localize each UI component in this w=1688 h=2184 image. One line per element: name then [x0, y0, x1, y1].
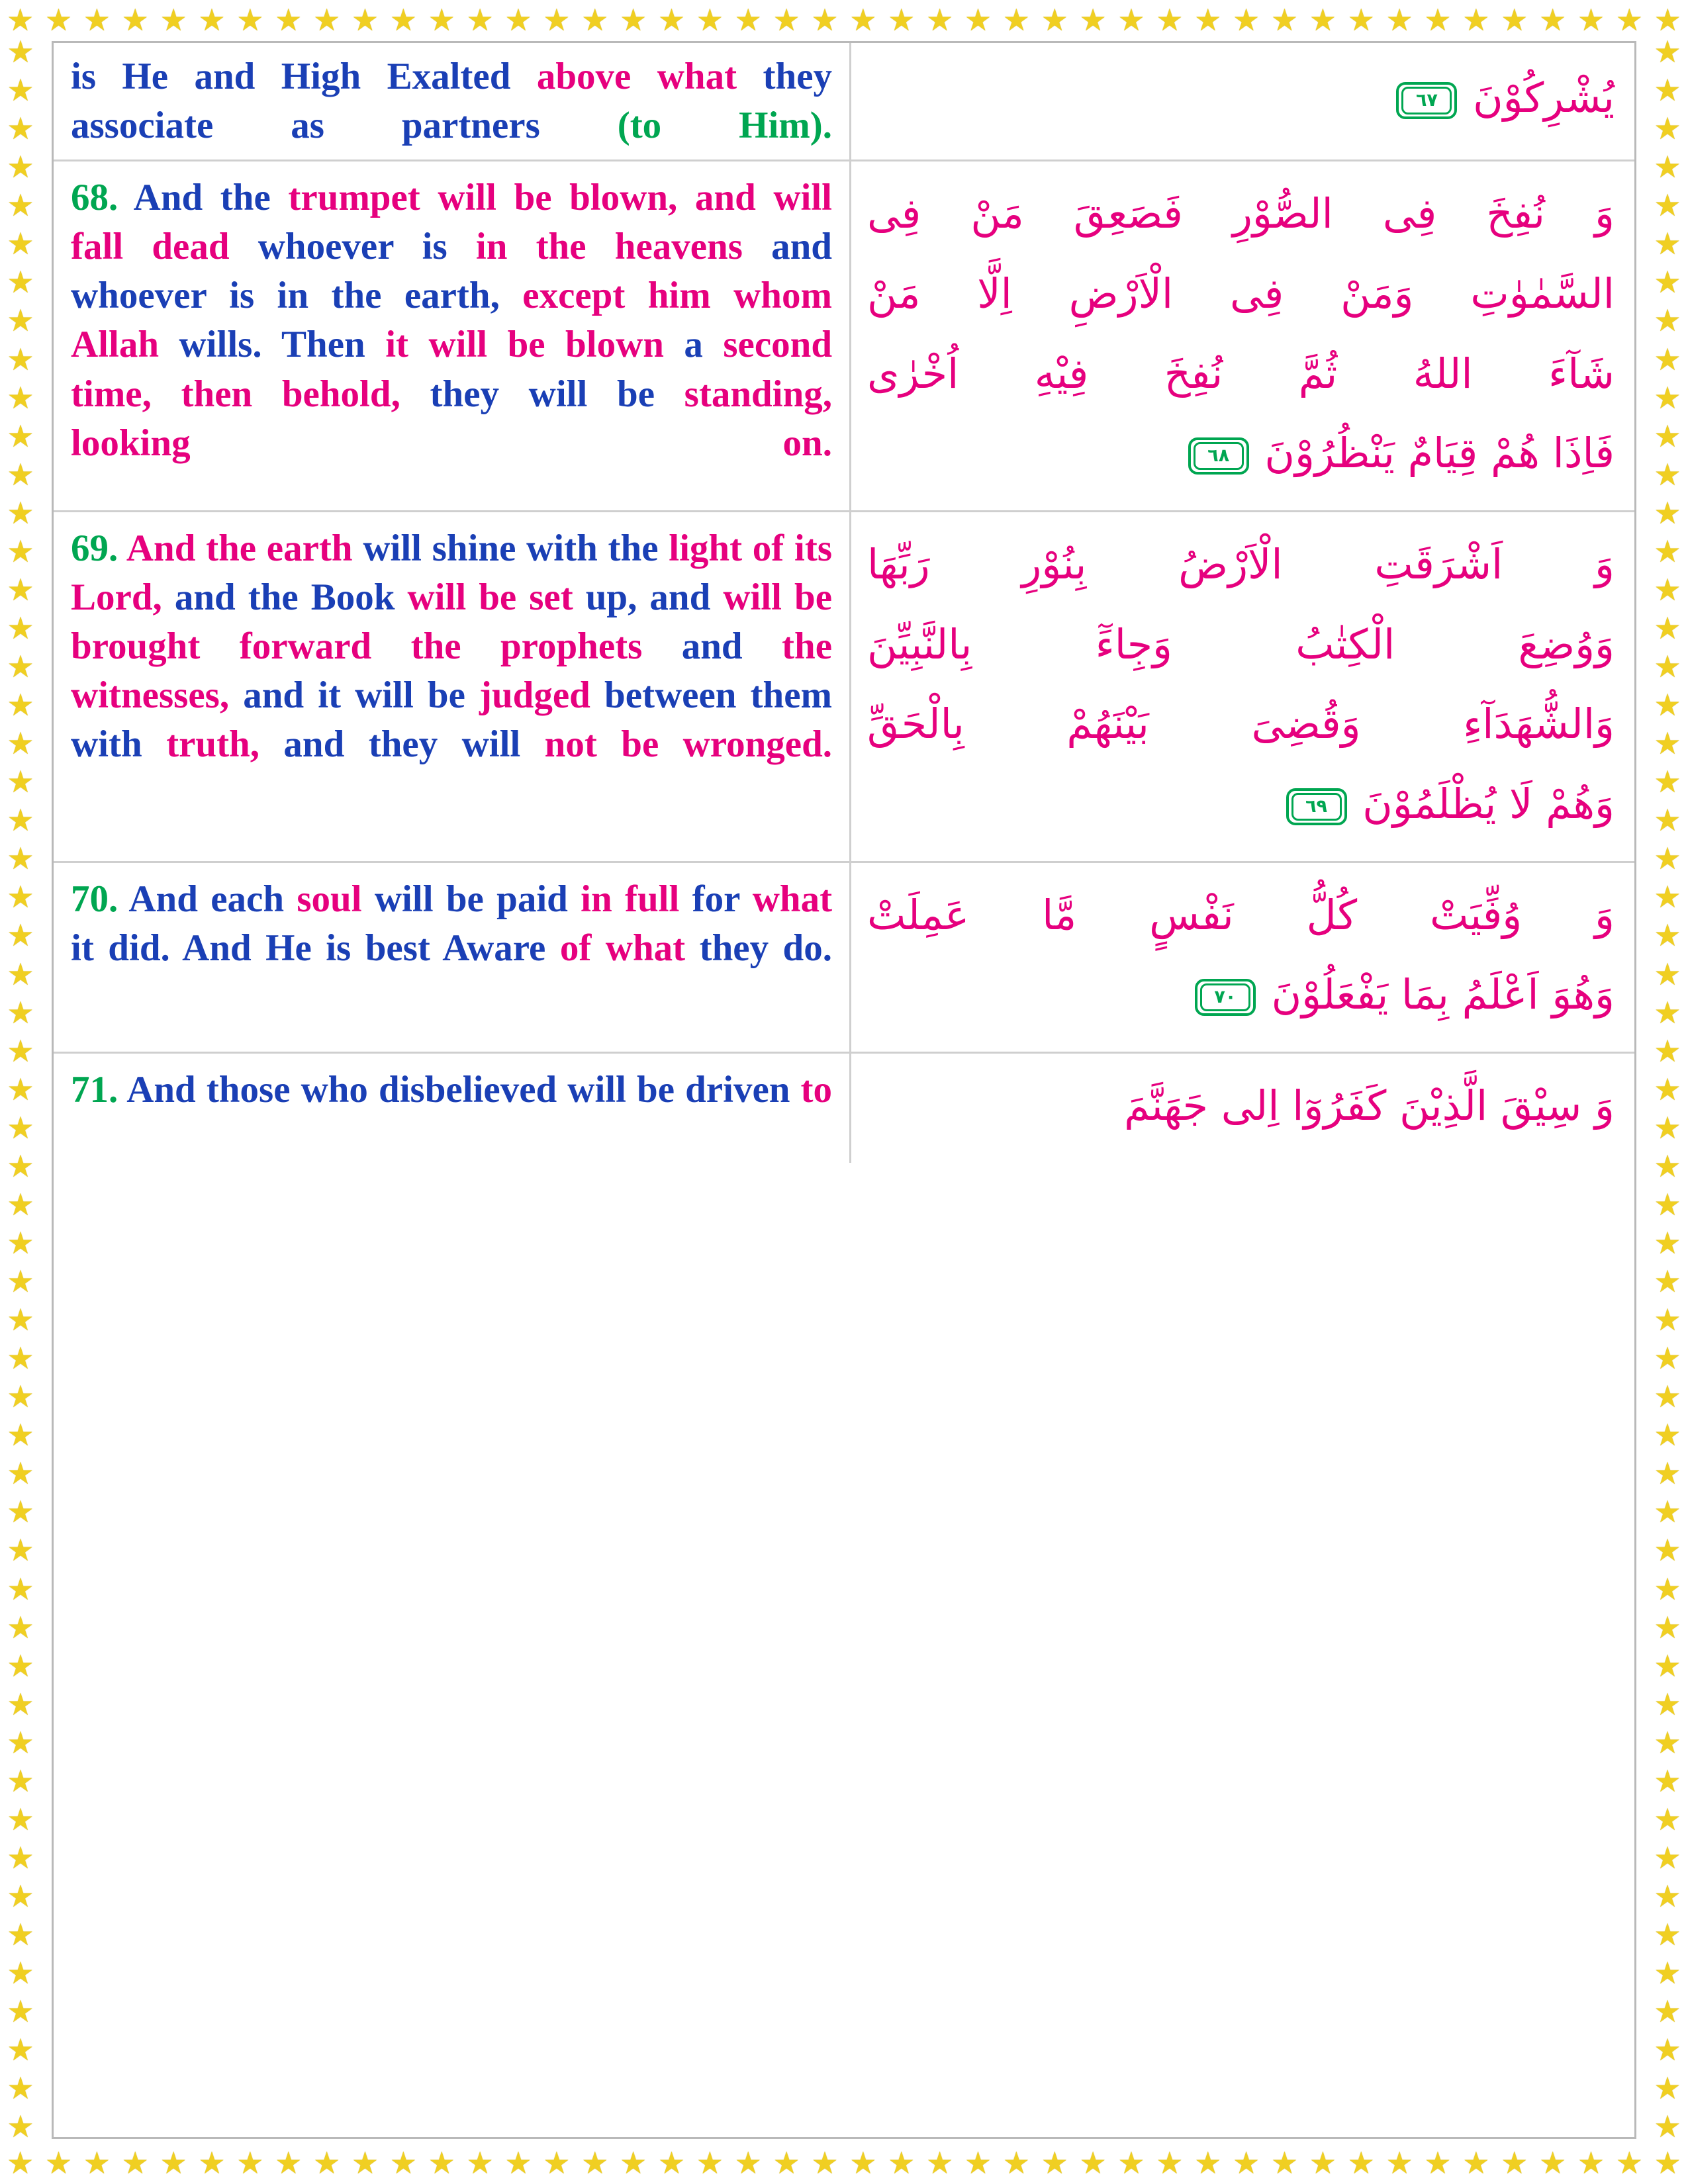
star-icon: ★ [1654, 1418, 1681, 1453]
star-icon: ★ [620, 2146, 647, 2180]
star-icon: ★ [7, 1034, 34, 1068]
star-icon: ★ [1577, 2146, 1605, 2180]
star-icon: ★ [7, 803, 34, 838]
star-icon: ★ [7, 880, 34, 915]
arabic-line: وَ وُفِّيَتْ كُلُّ نَفْسٍ مَّا عَمِلَتْ [867, 890, 1615, 939]
star-icon: ★ [1347, 2146, 1375, 2180]
star-icon: ★ [236, 2146, 264, 2180]
star-icon: ★ [1654, 1687, 1681, 1721]
star-icon: ★ [849, 2146, 877, 2180]
star-icon: ★ [1539, 2146, 1567, 2180]
english-translation-cell [54, 161, 851, 510]
star-icon: ★ [7, 842, 34, 876]
star-icon: ★ [7, 1226, 34, 1260]
star-icon: ★ [811, 2146, 839, 2180]
decorative-star-border-bottom [0, 2144, 1688, 2183]
star-icon: ★ [7, 227, 34, 261]
star-icon: ★ [236, 3, 264, 37]
ayah-end-ornament: ٧٠ [1195, 979, 1256, 1016]
star-icon: ★ [160, 2146, 187, 2180]
star-icon: ★ [389, 2146, 417, 2180]
star-icon: ★ [7, 189, 34, 223]
star-icon: ★ [1615, 3, 1643, 37]
star-icon: ★ [1654, 1725, 1681, 1760]
star-icon: ★ [83, 2146, 111, 2180]
star-icon: ★ [7, 1265, 34, 1298]
star-icon: ★ [657, 2146, 686, 2180]
arabic-text [867, 527, 1615, 842]
star-icon: ★ [1424, 3, 1452, 37]
star-icon: ★ [581, 3, 609, 37]
decorative-star-border-right [1648, 34, 1687, 2146]
english-translation-cell [54, 863, 851, 1052]
star-icon: ★ [1539, 3, 1567, 37]
star-icon: ★ [1654, 1572, 1681, 1606]
english-body: And the earth will shine with the light of its Lord, and the Book will be set up, and will be brought forward the prophets and the witnesses, and it will be judged between them with truth, and they will not be wronged. [71, 527, 833, 766]
star-icon: ★ [1654, 1380, 1681, 1414]
english-translation-cell [54, 43, 851, 159]
verse-number: 68. [71, 177, 118, 219]
star-icon: ★ [7, 2033, 34, 2068]
star-icon: ★ [7, 1572, 34, 1606]
arabic-line: وَ سِيْقَ الَّذِيْنَ كَفَرُوٓا اِلى جَهَنَّمَ [1124, 1081, 1615, 1130]
star-icon: ★ [7, 1149, 34, 1183]
star-icon: ★ [1654, 803, 1681, 838]
star-icon: ★ [734, 2146, 762, 2180]
star-icon: ★ [7, 381, 34, 415]
star-icon: ★ [7, 1111, 34, 1145]
star-icon: ★ [7, 1418, 34, 1453]
arabic-text-cell [851, 512, 1634, 861]
ayah-end-ornament: ٦٨ [1188, 437, 1249, 475]
star-icon: ★ [7, 1764, 34, 1798]
star-icon: ★ [1654, 1111, 1681, 1145]
star-icon: ★ [1501, 3, 1528, 37]
english-text [71, 524, 832, 769]
star-icon: ★ [1654, 112, 1681, 146]
star-icon: ★ [1462, 3, 1490, 37]
star-icon: ★ [1615, 2146, 1643, 2180]
star-icon: ★ [198, 2146, 226, 2180]
star-icon: ★ [1654, 1995, 1681, 2029]
star-icon: ★ [1270, 2146, 1299, 2180]
star-icon: ★ [389, 3, 417, 37]
star-icon: ★ [1654, 1342, 1681, 1376]
star-icon: ★ [1385, 2146, 1413, 2180]
arabic-line: وَوُضِعَ الْكِتٰبُ وَجِاءَٓ بِالنَّبِيِّنَ [867, 619, 1615, 668]
star-icon: ★ [7, 2071, 34, 2106]
star-icon: ★ [428, 2146, 455, 2180]
arabic-text [867, 878, 1615, 1033]
star-icon: ★ [1654, 1034, 1681, 1068]
star-icon: ★ [1654, 1265, 1681, 1298]
star-icon: ★ [1654, 150, 1681, 185]
star-icon: ★ [7, 496, 34, 530]
table-row [54, 863, 1634, 1054]
star-icon: ★ [7, 457, 34, 492]
star-icon: ★ [7, 1303, 34, 1338]
star-icon: ★ [7, 1610, 34, 1645]
arabic-line: وَهُمْ لَا يُظْلَمُوْنَ ٦٩ [867, 766, 1615, 842]
ayah-end-ornament: ٦٧ [1396, 82, 1457, 119]
star-icon: ★ [1654, 457, 1681, 492]
star-icon: ★ [1654, 880, 1681, 915]
star-icon: ★ [543, 3, 571, 37]
star-icon: ★ [1156, 2146, 1184, 2180]
star-icon: ★ [1654, 1610, 1681, 1645]
verse-number: 69. [71, 527, 118, 569]
star-icon: ★ [7, 1187, 34, 1222]
star-icon: ★ [7, 1457, 34, 1491]
table-row [54, 1054, 1634, 1163]
star-icon: ★ [773, 2146, 800, 2180]
arabic-text [867, 60, 1615, 136]
star-icon: ★ [926, 2146, 954, 2180]
star-icon: ★ [1002, 2146, 1030, 2180]
star-icon: ★ [7, 1495, 34, 1529]
star-icon: ★ [7, 1687, 34, 1721]
star-icon: ★ [1654, 1764, 1681, 1798]
star-icon: ★ [1654, 381, 1681, 415]
star-icon: ★ [1654, 2033, 1681, 2068]
star-icon: ★ [581, 2146, 609, 2180]
star-icon: ★ [1654, 1303, 1681, 1338]
arabic-line: وَالشُّهَدَآءِ وَقُضِىَ بَيْنَهُمْ بِالْحَقِّ [867, 700, 1615, 749]
star-icon: ★ [7, 534, 34, 569]
english-translation-cell [54, 512, 851, 861]
star-icon: ★ [351, 2146, 379, 2180]
star-icon: ★ [7, 112, 34, 146]
star-icon: ★ [543, 2146, 571, 2180]
star-icon: ★ [1654, 650, 1681, 684]
star-icon: ★ [1654, 1495, 1681, 1529]
star-icon: ★ [1041, 3, 1068, 37]
star-icon: ★ [1654, 304, 1681, 338]
star-icon: ★ [1079, 2146, 1107, 2180]
star-icon: ★ [1654, 2110, 1681, 2144]
star-icon: ★ [1501, 2146, 1528, 2180]
english-text [71, 173, 832, 468]
star-icon: ★ [1270, 3, 1299, 37]
star-icon: ★ [7, 1995, 34, 2029]
star-icon: ★ [1654, 1187, 1681, 1222]
star-icon: ★ [1156, 3, 1184, 37]
arabic-line: يُشْرِكُوْنَ ٦٧ [867, 60, 1615, 136]
star-icon: ★ [1654, 342, 1681, 377]
star-icon: ★ [1002, 3, 1030, 37]
star-icon: ★ [734, 3, 762, 37]
star-icon: ★ [1654, 611, 1681, 645]
english-body: And the trumpet will be blown, and will fall dead whoever is in the heavens and whoever is in the earth, except him whom Allah wills. Then it will be blown a second time, then behold, they will be standing, looking on. [71, 177, 833, 464]
star-icon: ★ [620, 3, 647, 37]
star-icon: ★ [1462, 2146, 1490, 2180]
star-icon: ★ [849, 3, 877, 37]
arabic-text [867, 1068, 1615, 1144]
arabic-text-cell [851, 43, 1634, 159]
star-icon: ★ [7, 265, 34, 300]
english-translation-cell [54, 1054, 851, 1163]
star-icon: ★ [7, 1918, 34, 1952]
star-icon: ★ [7, 727, 34, 761]
star-icon: ★ [7, 1956, 34, 1991]
star-icon: ★ [1654, 1802, 1681, 1837]
star-icon: ★ [7, 342, 34, 377]
star-icon: ★ [428, 3, 455, 37]
star-icon: ★ [7, 73, 34, 108]
star-icon: ★ [198, 3, 226, 37]
star-icon: ★ [1577, 3, 1605, 37]
star-icon: ★ [44, 2146, 73, 2180]
star-icon: ★ [7, 2110, 34, 2144]
arabic-line: وَ نُفِخَ فِى الصُّوْرِ فَصَعِقَ مَنْ فِى [867, 189, 1615, 238]
star-icon: ★ [504, 3, 532, 37]
star-icon: ★ [7, 1533, 34, 1568]
arabic-line: فَاِذَا هُمْ قِيَامٌ يَنْظُرُوْنَ ٦٨ [867, 416, 1615, 492]
star-icon: ★ [7, 1841, 34, 1875]
english-text [71, 1066, 832, 1115]
decorative-star-border-left [1, 34, 40, 2146]
star-icon: ★ [44, 3, 73, 37]
star-icon: ★ [1385, 3, 1413, 37]
star-icon: ★ [7, 995, 34, 1030]
star-icon: ★ [1309, 2146, 1336, 2180]
star-icon: ★ [1654, 35, 1681, 69]
star-icon: ★ [1424, 2146, 1452, 2180]
star-icon: ★ [1041, 2146, 1068, 2180]
star-icon: ★ [1233, 3, 1260, 37]
star-icon: ★ [1654, 995, 1681, 1030]
star-icon: ★ [1117, 2146, 1145, 2180]
star-icon: ★ [121, 2146, 149, 2180]
star-icon: ★ [1309, 3, 1336, 37]
star-icon: ★ [1654, 957, 1681, 991]
star-icon: ★ [7, 1649, 34, 1683]
star-icon: ★ [964, 3, 992, 37]
star-icon: ★ [1194, 3, 1222, 37]
star-icon: ★ [1654, 189, 1681, 223]
verse-table [52, 41, 1636, 2139]
star-icon: ★ [1654, 688, 1681, 723]
star-icon: ★ [1347, 3, 1375, 37]
star-icon: ★ [7, 765, 34, 799]
star-icon: ★ [1654, 1226, 1681, 1260]
star-icon: ★ [7, 1380, 34, 1414]
star-icon: ★ [1654, 765, 1681, 799]
star-icon: ★ [1654, 419, 1681, 453]
star-icon: ★ [1654, 842, 1681, 876]
star-icon: ★ [504, 2146, 532, 2180]
star-icon: ★ [351, 3, 379, 37]
star-icon: ★ [888, 2146, 915, 2180]
star-icon: ★ [1654, 227, 1681, 261]
star-icon: ★ [7, 611, 34, 645]
star-icon: ★ [1654, 3, 1681, 37]
star-icon: ★ [926, 3, 954, 37]
star-icon: ★ [7, 957, 34, 991]
star-icon: ★ [964, 2146, 992, 2180]
arabic-text-cell [851, 161, 1634, 510]
star-icon: ★ [83, 3, 111, 37]
star-icon: ★ [1654, 1072, 1681, 1107]
verse-number: 71. [71, 1069, 118, 1111]
arabic-text-cell [851, 863, 1634, 1052]
star-icon: ★ [1654, 2146, 1681, 2180]
star-icon: ★ [7, 3, 34, 37]
star-icon: ★ [275, 2146, 303, 2180]
star-icon: ★ [657, 3, 686, 37]
star-icon: ★ [7, 2146, 34, 2180]
star-icon: ★ [1654, 919, 1681, 953]
star-icon: ★ [7, 688, 34, 723]
arabic-text [867, 176, 1615, 492]
star-icon: ★ [1654, 1149, 1681, 1183]
table-row [54, 161, 1634, 512]
star-icon: ★ [1654, 73, 1681, 108]
arabic-line: وَ اَشْرَقَتِ الْاَرْضُ بِنُوْرِ رَبِّهَا [867, 539, 1615, 588]
star-icon: ★ [1654, 1457, 1681, 1491]
arabic-line: السَّمٰوٰتِ وَمَنْ فِى الْاَرْضِ اِلَّا مَنْ [867, 269, 1615, 318]
star-icon: ★ [1654, 1918, 1681, 1952]
star-icon: ★ [1654, 496, 1681, 530]
star-icon: ★ [1654, 572, 1681, 607]
star-icon: ★ [1654, 2071, 1681, 2106]
table-row [54, 43, 1634, 161]
star-icon: ★ [1117, 3, 1145, 37]
star-icon: ★ [1654, 265, 1681, 300]
star-icon: ★ [811, 3, 839, 37]
star-icon: ★ [466, 3, 494, 37]
arabic-line: وَهُوَ اَعْلَمُ بِمَا يَفْعَلُوْنَ ٧٠ [867, 957, 1615, 1033]
star-icon: ★ [1654, 534, 1681, 569]
star-icon: ★ [7, 572, 34, 607]
star-icon: ★ [1654, 1956, 1681, 1991]
star-icon: ★ [1654, 1880, 1681, 1913]
star-icon: ★ [7, 1802, 34, 1837]
star-icon: ★ [1654, 1649, 1681, 1683]
star-icon: ★ [1654, 727, 1681, 761]
star-icon: ★ [773, 3, 800, 37]
star-icon: ★ [313, 3, 341, 37]
star-icon: ★ [160, 3, 187, 37]
star-icon: ★ [313, 2146, 341, 2180]
star-icon: ★ [1654, 1533, 1681, 1568]
star-icon: ★ [7, 1072, 34, 1107]
star-icon: ★ [121, 3, 149, 37]
star-icon: ★ [466, 2146, 494, 2180]
star-icon: ★ [7, 35, 34, 69]
star-icon: ★ [7, 1880, 34, 1913]
english-text [71, 875, 832, 973]
star-icon: ★ [1233, 2146, 1260, 2180]
star-icon: ★ [1194, 2146, 1222, 2180]
star-icon: ★ [7, 650, 34, 684]
arabic-line: شَآءَ اللهُ ثُمَّ نُفِخَ فِيْهِ اُخْرٰى [867, 349, 1615, 398]
star-icon: ★ [7, 304, 34, 338]
english-text: is He and High Exalted above what they associate as partners (to Him). [71, 56, 833, 147]
star-icon: ★ [7, 1342, 34, 1376]
star-icon: ★ [7, 919, 34, 953]
star-icon: ★ [696, 2146, 724, 2180]
english-body: And those who disbelieved will be driven to [126, 1069, 833, 1111]
star-icon: ★ [7, 419, 34, 453]
ayah-end-ornament: ٦٩ [1286, 788, 1347, 825]
verse-number: 70. [71, 878, 118, 920]
star-icon: ★ [1654, 1841, 1681, 1875]
table-row [54, 512, 1634, 863]
star-icon: ★ [7, 150, 34, 185]
star-icon: ★ [696, 3, 724, 37]
english-body: And each soul will be paid in full for what it did. And He is best Aware of what they do. [71, 878, 833, 969]
star-icon: ★ [7, 1725, 34, 1760]
star-icon: ★ [888, 3, 915, 37]
decorative-star-border-top [0, 1, 1688, 40]
star-icon: ★ [275, 3, 303, 37]
arabic-text-cell [851, 1054, 1634, 1163]
star-icon: ★ [1079, 3, 1107, 37]
